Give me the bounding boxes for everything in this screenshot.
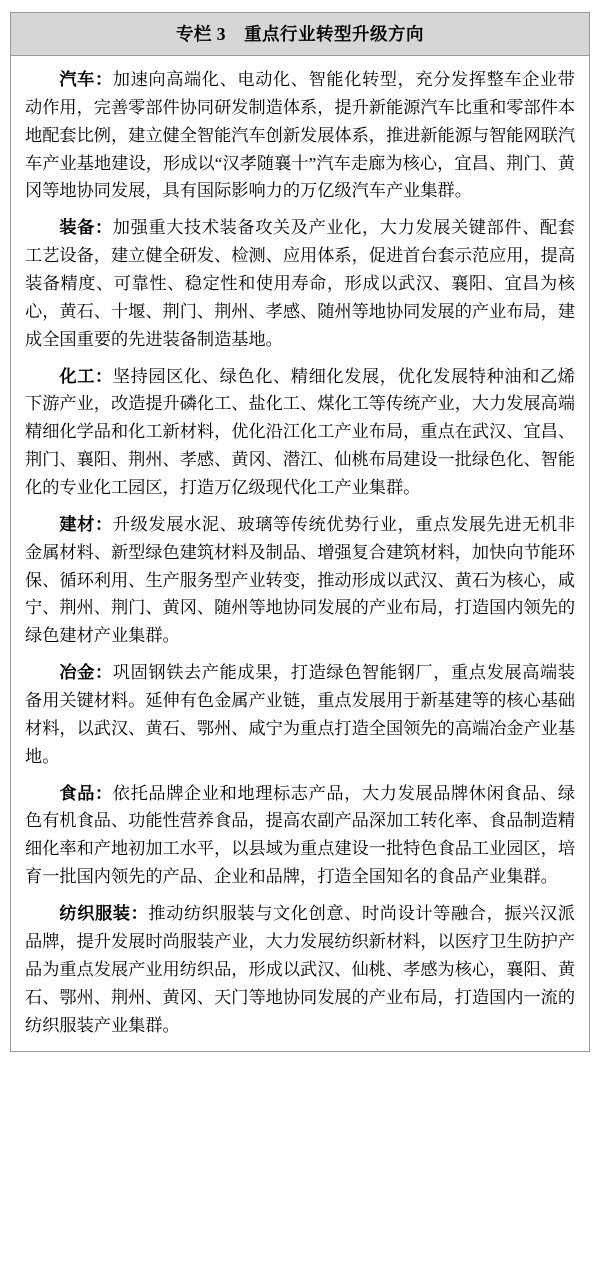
paragraph-text: 加速向高端化、电动化、智能化转型，充分发挥整车企业带动作用，完善零部件协同研发制造体系，提升新能源汽车比重和零部件本地配套比例，建立健全智能汽车创新发展体系，推进新能源与智能网联汽车产业基地建设，形成以“汉孝随襄十”汽车走廊为核心，宜昌、荆门、黄冈等地协同发展，具有国际影响力的万亿级汽车产业集群。 [25,70,576,201]
sidebar-box [10,12,590,1052]
box-number: 专栏 3 [175,24,227,44]
paragraph-text: 升级发展水泥、玻璃等传统优势行业，重点发展先进无机非金属材料、新型绿色建筑材料及制品、增强复合建筑材料，加快向节能环保、循环利用、生产服务型产业转变，推动形成以武汉、黄石为核心，咸宁、荆州、荆门、黄冈、随州等地协同发展的产业布局，打造国内领先的绿色建材产业集群。 [25,514,576,646]
paragraph-text: 依托品牌企业和地理标志产品，大力发展品牌休闲食品、绿色有机食品、功能性营养食品，提高农副产品深加工转化率、食品制造精细化率和产地初加工水平，以县域为重点建设一批特色食品工业园区，培育一批国内领先的产品、企业和品牌，打造全国知名的食品产业集群。 [25,783,576,887]
paragraph-lead: 汽车： [59,70,113,89]
paragraph-text: 坚持园区化、绿色化、精细化发展，优化发展特种油和乙烯下游产业，改造提升磷化工、盐化工、煤化工等传统产业，大力发展高端精细化学品和化工新材料，优化沿江化工产业布局，重点在武汉、宜昌、荆门、襄阳、荆州、孝感、黄冈、潜江、仙桃布局建设一批绿色化、智能化的专业化工园区，打造万亿级现代化工产业集群。 [25,366,576,498]
paragraph-lead: 建材： [59,514,113,534]
paragraph-text: 推动纺织服装与文化创意、时尚设计等融合，振兴汉派品牌，提升发展时尚服装产业，大力发展纺织新材料，以医疗卫生防护产品为重点发展产业用纺织品，形成以武汉、仙桃、孝感为核心，襄阳、黄石、鄂州、荆州、黄冈、天门等地协同发展的产业布局，打造国内一流的纺织服装产业集群。 [25,904,576,1035]
paragraph-text: 巩固钢铁去产能成果，打造绿色智能钢厂，重点发展高端装备用关键材料。延伸有色金属产业链，重点发展用于新基建等的核心基础材料，以武汉、黄石、鄂州、咸宁为重点打造全国领先的高端冶金产业基地。 [25,663,576,766]
paragraph-lead: 冶金： [59,663,113,683]
paragraph-metallurgy [25,659,575,770]
paragraph-equip [25,214,575,353]
paragraph-building-materials [25,511,575,650]
paragraph-lead: 食品： [59,783,113,803]
paragraph-auto [25,66,575,205]
paragraph-lead: 纺织服装： [59,904,149,924]
box-title: 重点行业转型升级方向 [244,24,425,44]
paragraph-text: 加强重大技术装备攻关及产业化，大力发展关键部件、配套工艺设备，建立健全研发、检测、应用体系，促进首台套示范应用，提高装备精度、可靠性、稳定性和使用寿命，形成以武汉、襄阳、宜昌为核心，黄石、十堰、荆门、荆州、孝感、随州等地协同发展的产业布局，建成全国重要的先进装备制造基地。 [25,218,576,349]
box-body [11,56,589,1051]
box-header [11,13,589,56]
paragraph-food [25,780,575,891]
paragraph-lead: 装备： [59,218,113,238]
paragraph-chemical [25,363,575,502]
paragraph-textile [25,900,575,1039]
paragraph-lead: 化工： [59,366,113,386]
